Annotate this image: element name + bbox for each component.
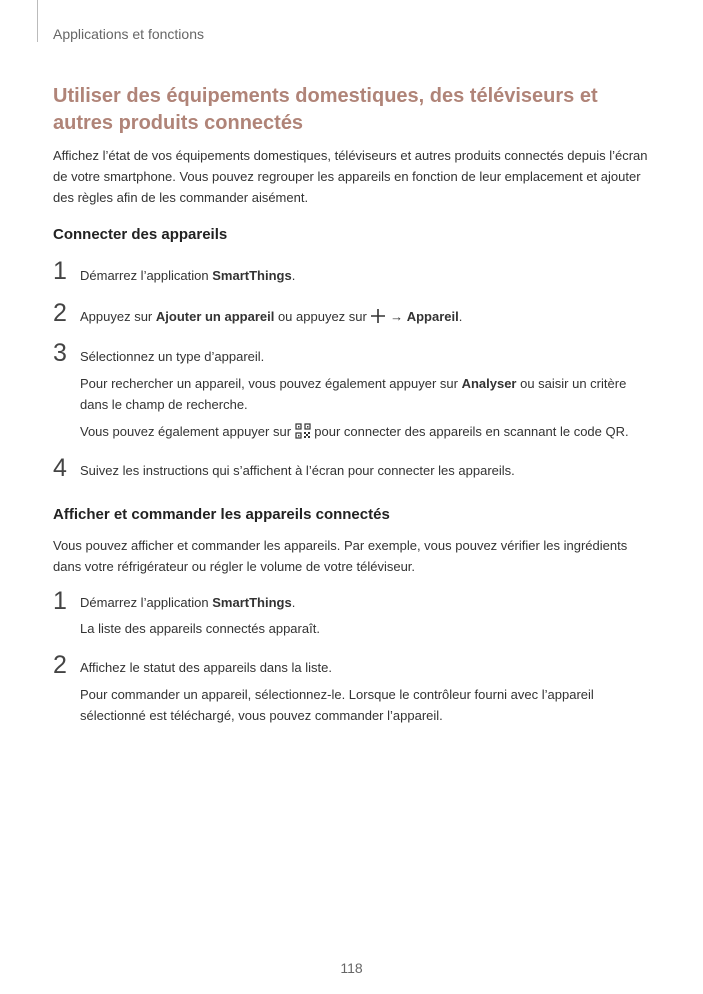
step-text: Suivez les instructions qui s’affichent à l’écran pour connecter les appareils. xyxy=(80,463,515,478)
step-note: Pour commander un appareil, sélectionnez-le. Lorsque le contrôleur fourni avec l’appareil sélectionné est téléchargé, vous pouvez commander l’appareil. xyxy=(80,687,594,723)
step-number: 1 xyxy=(53,587,67,615)
section-title-connect: Connecter des appareils xyxy=(53,226,228,243)
header-rule xyxy=(37,0,38,42)
intro-paragraph: Affichez l’état de vos équipements domestiques, téléviseurs et autres produits connectés depuis l’écran de votre smartphone. Vous pouvez regrouper les appareils en fonction de leur emplacement et ajouter des règles afin de les commander aisément. xyxy=(53,148,648,205)
step-number: 3 xyxy=(53,339,67,367)
step-number: 2 xyxy=(53,299,67,327)
step-text: Sélectionnez un type d’appareil. xyxy=(80,349,265,364)
qr-code-icon xyxy=(295,423,311,439)
step-text: Démarrez l’application SmartThings. xyxy=(80,268,296,283)
page-number: 118 xyxy=(340,960,363,976)
step-note: Pour rechercher un appareil, vous pouvez également appuyer sur Analyser ou saisir un critère dans le champ de recherche. xyxy=(80,376,627,412)
step-number: 2 xyxy=(53,651,67,679)
step-text: Appuyez sur Ajouter un appareil ou appuyez sur → Appareil. xyxy=(80,309,463,324)
section-intro: Vous pouvez afficher et commander les appareils. Par exemple, vous pouvez vérifier les ingrédients dans votre réfrigérateur ou régler le volume de votre téléviseur. xyxy=(53,538,628,574)
header-title: Applications et fonctions xyxy=(53,26,204,42)
plus-icon xyxy=(370,308,386,324)
step-note: Vous pouvez également appuyer sur pour connecter des appareils en scannant le code QR. xyxy=(80,424,629,439)
section-title-control: Afficher et commander les appareils connectés xyxy=(53,506,390,523)
step-number: 1 xyxy=(53,257,67,285)
step-text: Démarrez l’application SmartThings. xyxy=(80,595,296,610)
step-number: 4 xyxy=(53,454,67,482)
step-note: La liste des appareils connectés apparaît. xyxy=(80,621,320,636)
page-heading: Utiliser des équipements domestiques, des téléviseurs et autres produits connectés xyxy=(53,85,598,134)
step-text: Affichez le statut des appareils dans la liste. xyxy=(80,660,332,675)
